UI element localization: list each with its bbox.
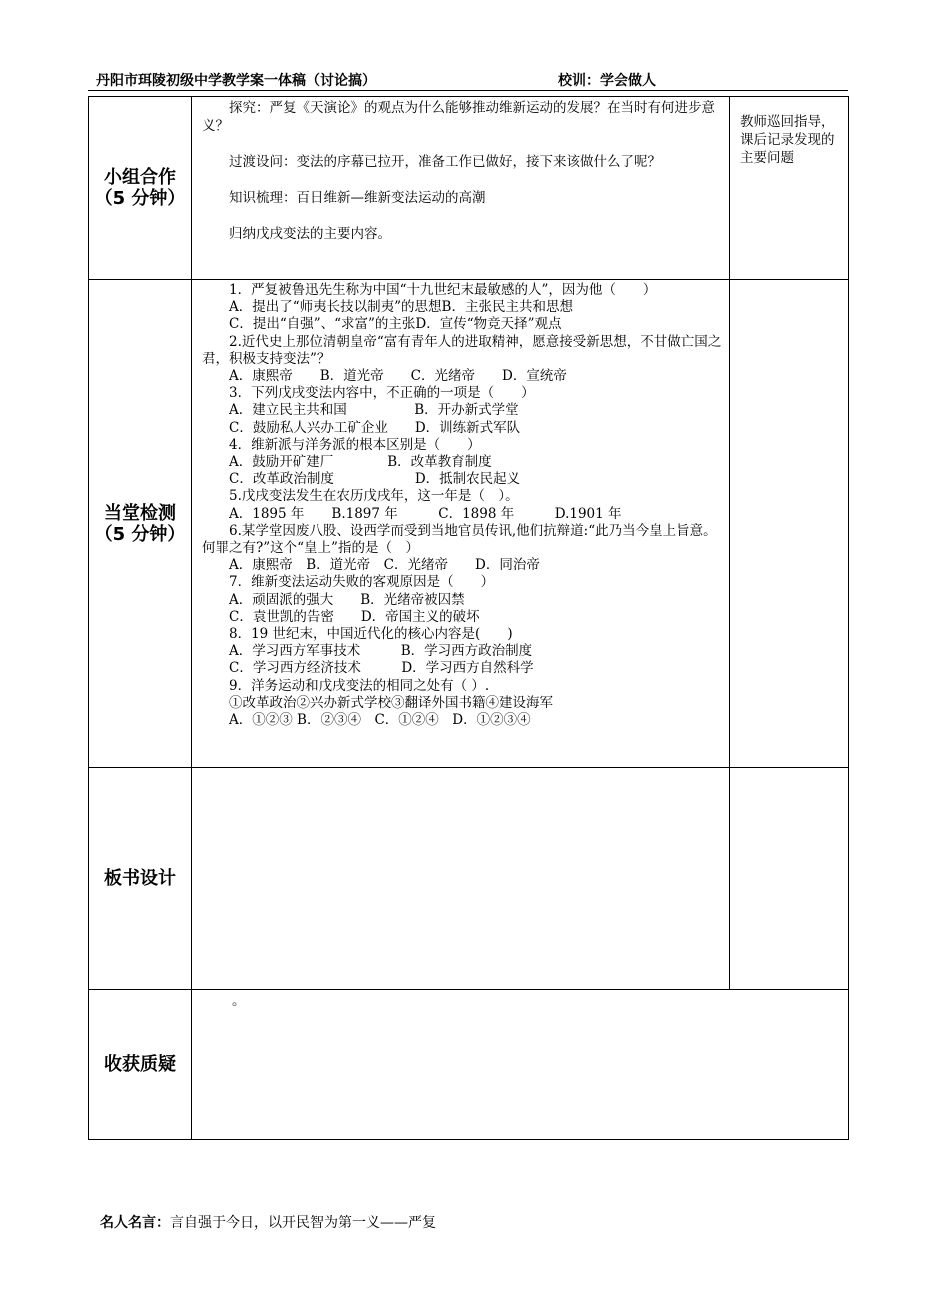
question-4-options-cd: C．改革政治制度 D．抵制农民起义 (229, 471, 521, 488)
question-7-options-cd: C．袁世凯的告密 D．帝国主义的破坏 (229, 608, 480, 625)
school-title: 丹阳市珥陵初级中学教学案一体稿（讨论搞） (96, 73, 376, 89)
question-3-options-ab: A．建立民主共和国 B．开办新式学堂 (229, 402, 519, 419)
famous-quote (100, 1214, 436, 1232)
question-1-options-ab: A．提出了“师夷长技以制夷”的思想B．主张民主共和思想 (229, 299, 573, 316)
harvest-content (192, 990, 849, 1140)
question-6-options: A．康熙帝 B．道光帝 C．光绪帝 D．同治帝 (229, 557, 540, 574)
summary-task: 归纳戊戌变法的主要内容。 (229, 226, 391, 242)
label-class-test: 当堂检测 （5 分钟） (89, 280, 192, 768)
row-class-test (89, 280, 849, 768)
teacher-note: 教师巡回指导，课后记录发现的主要问题 (740, 114, 835, 166)
row-group-work (89, 97, 849, 280)
question-8: 8．19 世纪末，中国近代化的核心内容是( ) (229, 626, 513, 643)
label-board-design: 板书设计 (89, 768, 192, 990)
quote-text: 言自强于今日，以开民智为第一义——严复 (170, 1215, 436, 1231)
question-5-options: A．1895 年 B.1897 年 C．1898 年 D.1901 年 (229, 505, 622, 522)
class-test-content (192, 280, 730, 768)
question-2-options: A．康熙帝 B．道光帝 C．光绪帝 D．宣统帝 (229, 368, 567, 385)
row-harvest-questions (89, 990, 849, 1140)
school-motto: 校训：学会做人 (558, 73, 656, 89)
question-9: 9．洋务运动和戊戌变法的相同之处有（ ）. (229, 677, 490, 694)
question-2: 2.近代史上那位清朝皇帝“富有青年人的进取精神，愿意接受新思想，不甘做亡国之君，积极支持变法”？ (202, 333, 722, 367)
question-6: 6.某学堂因废八股、设西学而受到当地官员传讯,他们抗辩道:“此乃当今皇上旨意。何罪之有?”这个“皇上”指的是（ ） (202, 522, 717, 557)
label-group-work: 小组合作 （5 分钟） (89, 97, 192, 280)
question-3-options-cd: C．鼓励私人兴办工矿企业 D．训练新式军队 (229, 419, 521, 436)
lesson-plan-table (88, 96, 849, 1140)
row-board-design (89, 768, 849, 990)
question-7: 7．维新变法运动失败的客观原因是（ ） (229, 574, 495, 591)
question-8-options-cd: C．学习西方经济技术 D．学习西方自然科学 (229, 660, 534, 677)
explore-question: 探究：严复《天演论》的观点为什么能够推动维新运动的发展？在当时有何进步意义？ (202, 100, 715, 134)
board-design-content (192, 768, 730, 990)
label-harvest-questions: 收获质疑 (89, 990, 192, 1140)
question-1: 1．严复被鲁迅先生称为中国“十九世纪末最敏感的人”，因为他（ ） (229, 282, 657, 298)
question-4: 4．维新派与洋务派的根本区别是（ ） (229, 436, 481, 453)
question-3: 3．下列戊戌变法内容中，不正确的一项是（ ） (229, 385, 535, 402)
harvest-mark: 。 (232, 993, 246, 1009)
page-header (88, 72, 848, 91)
question-8-options-ab: A．学习西方军事技术 B．学习西方政治制度 (229, 643, 533, 660)
question-9-options: A．①②③ B．②③④ C．①②④ D．①②③④ (229, 712, 531, 729)
group-work-content (192, 97, 730, 280)
question-4-options-ab: A．鼓励开矿建厂 B．改革教育制度 (229, 454, 492, 471)
question-7-options-ab: A．顽固派的强大 B．光绪帝被囚禁 (229, 591, 465, 608)
teacher-note-cell (730, 97, 849, 280)
board-note-cell (730, 768, 849, 990)
question-9-items: ①改革政治②兴办新式学校③翻译外国书籍④建设海军 (229, 694, 553, 711)
transition-question: 过渡设问：变法的序幕已拉开，准备工作已做好，接下来该做什么了呢？ (229, 154, 661, 170)
knowledge-summary: 知识梳理：百日维新—维新变法运动的高潮 (229, 190, 486, 206)
test-note-cell (730, 280, 849, 768)
question-5: 5.戊戌变法发生在农历戊戌年，这一年是（ ）。 (229, 488, 519, 505)
question-1-options-cd: C．提出“自强”、“求富”的主张D．宣传“物竞天择”观点 (229, 316, 562, 333)
quote-label: 名人名言： (100, 1215, 170, 1231)
